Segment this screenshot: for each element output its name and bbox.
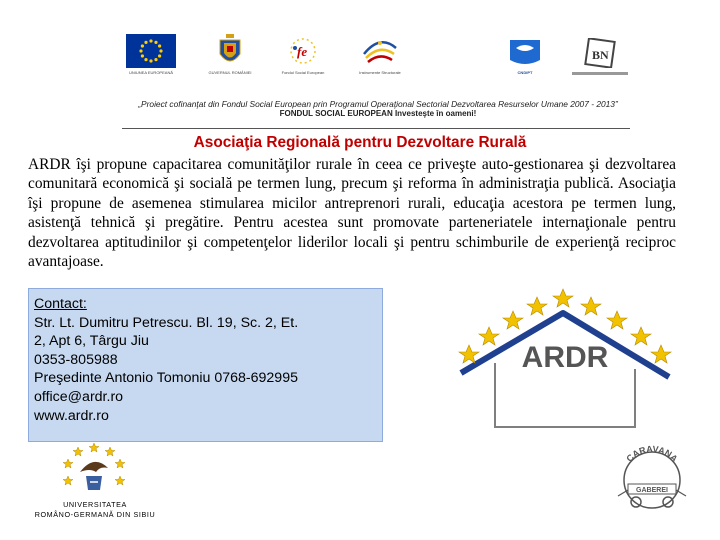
university-name — [20, 500, 170, 520]
fund-slogan: FONDUL SOCIAL EUROPEAN Investeşte în oameni! — [279, 109, 477, 118]
fse-logo-icon — [285, 34, 321, 68]
svg-text:CARAVANA — [624, 444, 680, 464]
instrumente-structurale-icon — [358, 34, 402, 68]
contact-phone: 0353-805988 — [34, 351, 118, 368]
bn-logo-icon — [584, 38, 616, 68]
project-cofinancing-text: „Proiect cofinanţat din Fondul Social European prin Programul Operaţional Sectorial Dezvoltarea Resurselor Umane 2007 - 2013” — [138, 99, 618, 109]
romania-coat-of-arms-icon — [218, 34, 242, 68]
ardr-logo — [455, 285, 685, 445]
contact-president: Preşedinte Antonio Tomoniu 0768-692995 — [34, 370, 298, 387]
contact-address-line-1: Str. Lt. Dumitru Petrescu. Bl. 19, Sc. 2, Et. — [34, 314, 299, 331]
university-name-line-1: UNIVERSITATEA — [63, 500, 127, 509]
fse-logo: fe Fondul Social European — [275, 34, 331, 75]
svg-text:fe: fe — [297, 44, 308, 59]
romania-logo: GUVERNUL ROMÂNIEI — [200, 34, 260, 75]
university-name-line-2: ROMÂNO-GERMANĂ DIN SIBIU — [34, 510, 156, 519]
header-divider — [122, 128, 630, 129]
contact-email[interactable]: office@ardr.ro — [34, 388, 124, 405]
svg-text:BN: BN — [592, 48, 609, 62]
university-emblem — [60, 442, 128, 500]
description-paragraph: ARDR îşi propune capacitarea comunităţilor rurale în ceea ce priveşte auto-gestionarea şi dezvoltarea comunitară economică şi socială pe termen lung, precum şi reforma în administraţia publică. Asociaţia îşi propune de asemenea stimularea micilor antreprenori rurali, educaţia acestora pe termen lung, asistenţă tehnică şi pregătire. Pentru acestea sunt promovate parteneriatele internaţionale pentru dezvoltarea aptitudinilor şi competenţelor liderilor locali şi pentru schimburile de experienţă reciproc avantajoase. — [28, 156, 676, 271]
gaberei-text: GABEREI — [636, 487, 668, 494]
eu-logo: UNIUNEA EUROPEANĂ — [120, 34, 182, 75]
contact-website[interactable]: www.ardr.ro — [34, 407, 109, 424]
page-title: Asociaţia Regională pentru Dezvoltare Rurală — [193, 134, 527, 151]
instrumente-structurale-logo: Instrumente Structurale — [350, 34, 410, 75]
eu-flag-icon — [126, 34, 176, 68]
caravana-text: CARAVANA — [624, 443, 680, 464]
bn-logo — [572, 38, 628, 75]
cndipt-logo: CNDIPT — [500, 38, 550, 75]
ardr-logo-text: ARDR — [521, 341, 609, 374]
cndipt-logo-icon — [506, 38, 544, 68]
caravana-gaberei-logo — [612, 440, 692, 520]
contact-address-line-2: 2, Apt 6, Târgu Jiu — [34, 333, 149, 350]
contact-box — [28, 288, 383, 442]
contact-label: Contact: — [34, 296, 87, 312]
